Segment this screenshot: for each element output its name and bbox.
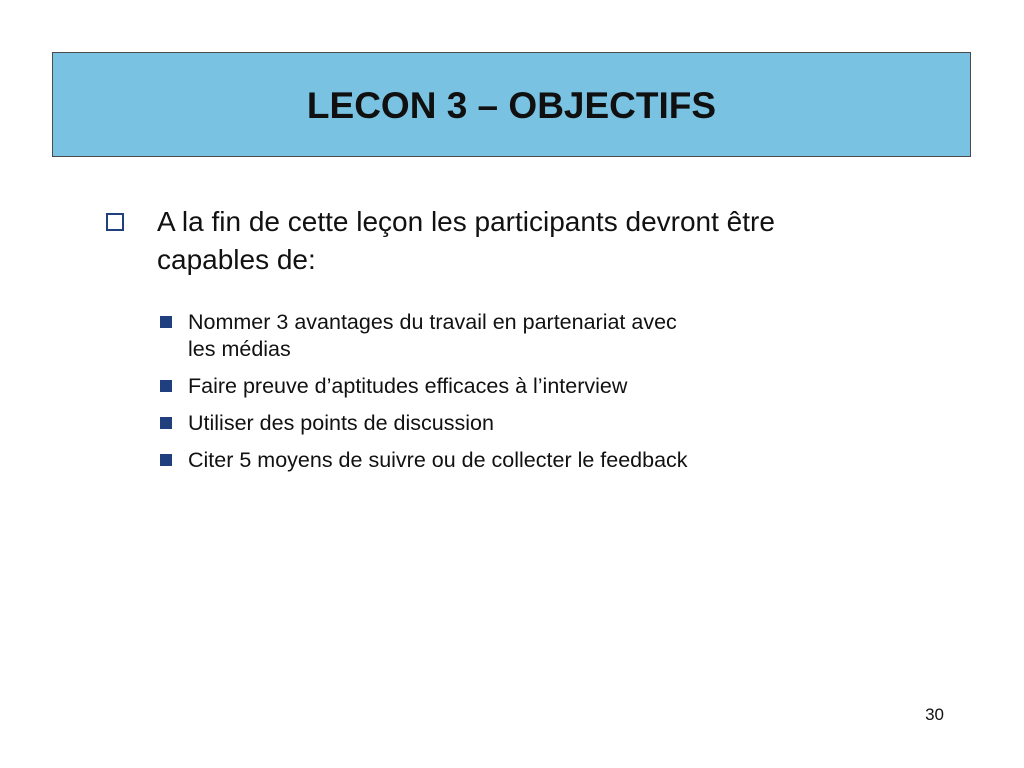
list-item-text: Utiliser des points de discussion bbox=[188, 411, 494, 435]
slide-title: LECON 3 – OBJECTIFS bbox=[306, 84, 717, 126]
filled-square-bullet-icon bbox=[160, 316, 172, 328]
list-item bbox=[160, 309, 820, 363]
list-item-text bbox=[188, 309, 677, 363]
filled-square-bullet-icon bbox=[160, 417, 172, 429]
main-bullet-item bbox=[106, 203, 866, 279]
filled-square-bullet-icon bbox=[160, 380, 172, 392]
objectives-list bbox=[160, 309, 820, 484]
list-item-line: les médias bbox=[188, 337, 291, 361]
list-item bbox=[160, 410, 820, 437]
main-bullet-text: A la fin de cette leçon les participants devront être capables de: bbox=[157, 206, 775, 275]
list-item bbox=[160, 373, 820, 400]
filled-square-bullet-icon bbox=[160, 454, 172, 466]
page-number: 30 bbox=[925, 705, 944, 724]
title-banner bbox=[52, 52, 971, 157]
list-item-text: Citer 5 moyens de suivre ou de collecter le feedback bbox=[188, 448, 688, 472]
hollow-square-bullet-icon bbox=[106, 213, 124, 231]
list-item-text: Faire preuve d’aptitudes efficaces à l’interview bbox=[188, 374, 628, 398]
list-item bbox=[160, 447, 820, 474]
list-item-line: Nommer 3 avantages du travail en partenariat avec bbox=[188, 310, 677, 334]
